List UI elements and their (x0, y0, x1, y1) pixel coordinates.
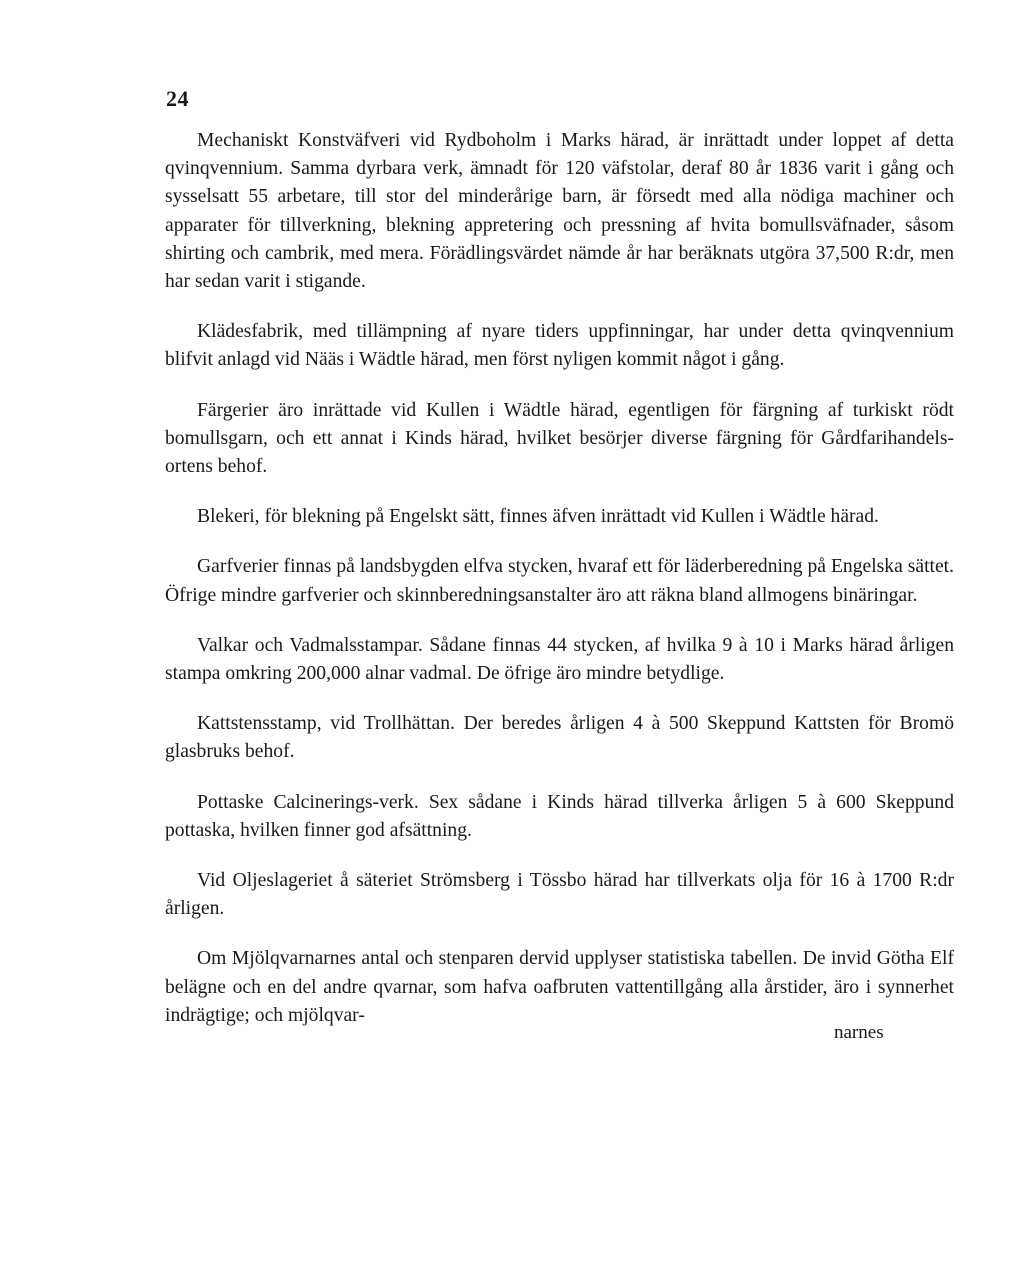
paragraph-oljeslageriet: Vid Oljeslageriet å säteriet Strömsberg i Tössbo härad har tillverkats olja för 16 à 1700 R:dr årligen. (165, 870, 954, 920)
paragraph-pottaske: Pottaske Calcinerings-verk. Sex sådane i Kinds härad tillverka årligen 5 à 600 Skeppund pottaska, hvilken finner god afsättning. (165, 791, 954, 841)
paragraph-fargerier: Färgerier äro inrättade vid Kullen i Wädtle härad, egentligen för färgning af turkiskt rödt bomullsgarn, och ett annat i Kinds härad, hvilket besörjer diverse färgning för Gårdfarihandels-ortens behof. (165, 399, 954, 478)
paragraph-kladesfabrik: Klädesfabrik, med tillämpning af nyare tiders uppfinningar, har under detta qvinqvennium blifvit anlagd vid Nääs i Wädtle härad, men först nyligen kommit något i gång. (165, 321, 954, 371)
paragraph-valkar: Valkar och Vadmalsstampar. Sådane finnas 44 stycken, af hvilka 9 à 10 i Marks härad årligen stampa omkring 200,000 alnar vadmal. De öfrige äro mindre betydlige. (165, 634, 954, 685)
paragraph-konstvafveri: Mechaniskt Konstväfveri vid Rydboholm i Marks härad, är inrättadt under loppet af detta qvinqvennium. Samma dyrbara verk, ämnadt för 120 väfstolar, deraf 80 år 1836 varit i gång och sysselsatt 55 arbetare, till stor del minderårige barn, är försedt med alla nödiga machiner och apparater för tillverkning, blekning appretering och pressning af hvita bomullsväfnader, såsom shirting och cambrik, med mera. Förädlingsvärdet nämde år har beräknats utgöra 37,500 R:dr, men har sedan varit i stigande. (165, 130, 954, 293)
paragraph-blekeri: Blekeri, för blekning på Engelskt sätt, finnes äfven inrättadt vid Kullen i Wädtle härad. (197, 506, 879, 528)
page-number: 24 (166, 86, 189, 111)
catchword: narnes (834, 1022, 884, 1043)
paragraph-mjolqvarnar: Om Mjölqvarnarnes antal och stenparen dervid upplyser statistiska tabellen. De invid Götha Elf belägne och en del andre qvarnar, som hafva oafbruten vattentillgång alla årstider, äro i synnerhet indrägtige; och mjölqvar- (165, 948, 954, 1026)
paragraph-garfverier: Garfverier finnas på landsbygden elfva stycken, hvaraf ett för läderberedning på Engelska sättet. Öfrige mindre garfverier och skinnberedningsanstalter äro att räkna bland allmogens binäringar. (165, 556, 954, 606)
paragraph-kattstensstamp: Kattstensstamp, vid Trollhättan. Der beredes årligen 4 à 500 Skeppund Kattsten för Bromö glasbruks behof. (165, 713, 954, 763)
text-column (165, 127, 954, 1030)
